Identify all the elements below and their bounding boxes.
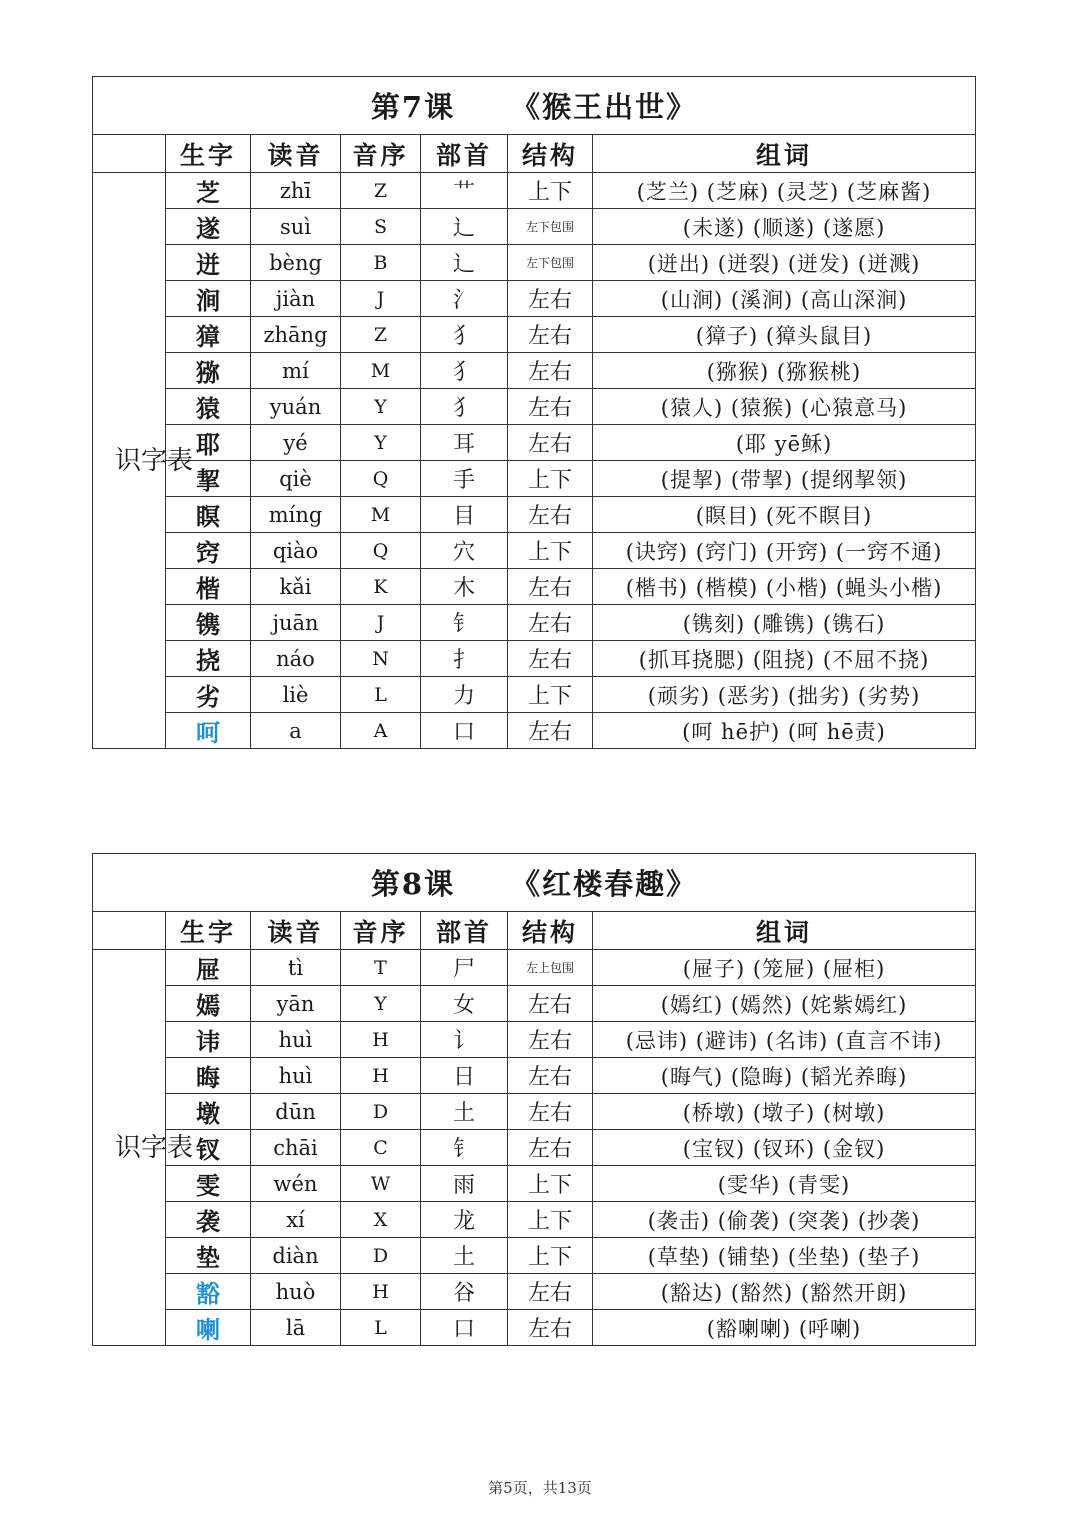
table-row (93, 1202, 976, 1238)
char-cell: 镌 (166, 605, 251, 641)
structure-cell: 左右 (508, 713, 593, 749)
lesson-title-cell (93, 77, 976, 135)
words-cell: (獐子) (獐头鼠目) (593, 317, 976, 353)
table-row (93, 1022, 976, 1058)
pinyin-cell: diàn (251, 1238, 341, 1274)
words-cell: (提挈) (带挈) (提纲挈领) (593, 461, 976, 497)
lesson-8-table (92, 853, 976, 1346)
header-blank (93, 912, 166, 950)
words-cell: (芝兰) (芝麻) (灵芝) (芝麻酱) (593, 173, 976, 209)
radical-cell: 土 (421, 1238, 508, 1274)
radical-cell: 口 (421, 1310, 508, 1346)
radical-cell: 艹 (421, 173, 508, 209)
radical-cell: 讠 (421, 1022, 508, 1058)
table-row (93, 986, 976, 1022)
table-row (93, 950, 976, 986)
order-cell: L (341, 1310, 421, 1346)
table-row (93, 1166, 976, 1202)
order-cell: W (341, 1166, 421, 1202)
header-row (93, 912, 976, 950)
radical-cell: 穴 (421, 533, 508, 569)
radical-cell: 雨 (421, 1166, 508, 1202)
words-cell: (忌讳) (避讳) (名讳) (直言不讳) (593, 1022, 976, 1058)
table-row (93, 317, 976, 353)
header-char: 生字 (166, 135, 251, 173)
pinyin-cell: lā (251, 1310, 341, 1346)
char-cell: 遂 (166, 209, 251, 245)
header-order: 音序 (341, 912, 421, 950)
order-cell: Q (341, 461, 421, 497)
structure-cell: 上下 (508, 173, 593, 209)
table-row (93, 461, 976, 497)
order-cell: Y (341, 986, 421, 1022)
structure-cell: 左右 (508, 986, 593, 1022)
header-structure: 结构 (508, 912, 593, 950)
char-cell: 墩 (166, 1094, 251, 1130)
pinyin-cell: míng (251, 497, 341, 533)
header-words: 组词 (593, 135, 976, 173)
radical-cell: 尸 (421, 950, 508, 986)
char-cell: 涧 (166, 281, 251, 317)
side-label (93, 173, 194, 749)
structure-cell: 左下包围 (508, 245, 593, 281)
words-cell: (桥墩) (墩子) (树墩) (593, 1094, 976, 1130)
structure-cell: 上下 (508, 1166, 593, 1202)
table-row (93, 1238, 976, 1274)
table-row (93, 1310, 976, 1346)
char-cell: 呵 (166, 713, 251, 749)
words-cell: (猕猴) (猕猴桃) (593, 353, 976, 389)
order-cell: Y (341, 425, 421, 461)
radical-cell: 力 (421, 677, 508, 713)
order-cell: J (341, 281, 421, 317)
words-cell: (瞑目) (死不瞑目) (593, 497, 976, 533)
table-row (93, 569, 976, 605)
table-row (93, 1094, 976, 1130)
header-char: 生字 (166, 912, 251, 950)
words-cell: (草垫) (铺垫) (坐垫) (垫子) (593, 1238, 976, 1274)
structure-cell: 上下 (508, 1202, 593, 1238)
radical-cell: 犭 (421, 317, 508, 353)
lesson-number: 第8课 (370, 867, 456, 901)
pinyin-cell: huì (251, 1022, 341, 1058)
pinyin-cell: qiè (251, 461, 341, 497)
radical-cell: 龙 (421, 1202, 508, 1238)
structure-cell: 左右 (508, 641, 593, 677)
order-cell: M (341, 497, 421, 533)
order-cell: D (341, 1094, 421, 1130)
pinyin-cell: xí (251, 1202, 341, 1238)
char-cell: 晦 (166, 1058, 251, 1094)
radical-cell: 辶 (421, 245, 508, 281)
table-row (93, 209, 976, 245)
char-cell: 芝 (166, 173, 251, 209)
order-cell: Q (341, 533, 421, 569)
pinyin-cell: liè (251, 677, 341, 713)
pinyin-cell: dūn (251, 1094, 341, 1130)
order-cell: Z (341, 173, 421, 209)
table-row (93, 281, 976, 317)
pinyin-cell: yān (251, 986, 341, 1022)
header-row (93, 135, 976, 173)
char-cell: 楷 (166, 569, 251, 605)
structure-cell: 左右 (508, 1094, 593, 1130)
words-cell: (山涧) (溪涧) (高山深涧) (593, 281, 976, 317)
structure-cell: 左上包围 (508, 950, 593, 986)
words-cell: (豁喇喇) (呼喇) (593, 1310, 976, 1346)
order-cell: B (341, 245, 421, 281)
pinyin-cell: yé (251, 425, 341, 461)
order-cell: S (341, 209, 421, 245)
words-cell: (顽劣) (恶劣) (拙劣) (劣势) (593, 677, 976, 713)
char-cell: 讳 (166, 1022, 251, 1058)
pinyin-cell: yuán (251, 389, 341, 425)
pinyin-cell: chāi (251, 1130, 341, 1166)
radical-cell: 女 (421, 986, 508, 1022)
pinyin-cell: mí (251, 353, 341, 389)
structure-cell: 左右 (508, 497, 593, 533)
lesson-7-table (92, 76, 976, 749)
structure-cell: 左右 (508, 281, 593, 317)
radical-cell: 土 (421, 1094, 508, 1130)
table-row (93, 641, 976, 677)
lesson-title: 《猴王出世》 (511, 90, 698, 124)
lesson-number: 第7课 (370, 90, 456, 124)
char-cell: 猕 (166, 353, 251, 389)
pinyin-cell: huì (251, 1058, 341, 1094)
header-pinyin: 读音 (251, 135, 341, 173)
header-pinyin: 读音 (251, 912, 341, 950)
char-cell: 屉 (166, 950, 251, 986)
char-cell: 雯 (166, 1166, 251, 1202)
order-cell: T (341, 950, 421, 986)
words-cell: (未遂) (顺遂) (遂愿) (593, 209, 976, 245)
header-radical: 部首 (421, 912, 508, 950)
char-cell: 嫣 (166, 986, 251, 1022)
char-cell: 袭 (166, 1202, 251, 1238)
radical-cell: 扌 (421, 641, 508, 677)
table-row (93, 497, 976, 533)
char-cell: 窍 (166, 533, 251, 569)
header-blank (93, 135, 166, 173)
words-cell: (呵 hē护) (呵 hē责) (593, 713, 976, 749)
structure-cell: 左右 (508, 1022, 593, 1058)
radical-cell: 谷 (421, 1274, 508, 1310)
radical-cell: 耳 (421, 425, 508, 461)
words-cell: (诀窍) (窍门) (开窍) (一窍不通) (593, 533, 976, 569)
table-row (93, 353, 976, 389)
words-cell: (猿人) (猿猴) (心猿意马) (593, 389, 976, 425)
structure-cell: 上下 (508, 1238, 593, 1274)
char-cell: 豁 (166, 1274, 251, 1310)
words-cell: (迸出) (迸裂) (迸发) (迸溅) (593, 245, 976, 281)
header-words: 组词 (593, 912, 976, 950)
radical-cell: 钅 (421, 605, 508, 641)
table-row (93, 425, 976, 461)
table-row (93, 1058, 976, 1094)
radical-cell: 犭 (421, 389, 508, 425)
table-row (93, 1274, 976, 1310)
pinyin-cell: huò (251, 1274, 341, 1310)
char-cell: 劣 (166, 677, 251, 713)
lesson-title-cell (93, 854, 976, 912)
order-cell: C (341, 1130, 421, 1166)
table-row (93, 533, 976, 569)
char-cell: 獐 (166, 317, 251, 353)
words-cell: (雯华) (青雯) (593, 1166, 976, 1202)
table-row (93, 173, 976, 209)
words-cell: (袭击) (偷袭) (突袭) (抄袭) (593, 1202, 976, 1238)
order-cell: K (341, 569, 421, 605)
words-cell: (晦气) (隐晦) (韬光养晦) (593, 1058, 976, 1094)
pinyin-cell: juān (251, 605, 341, 641)
order-cell: M (341, 353, 421, 389)
table-row (93, 245, 976, 281)
char-cell: 垫 (166, 1238, 251, 1274)
order-cell: D (341, 1238, 421, 1274)
order-cell: Z (341, 317, 421, 353)
structure-cell: 左右 (508, 317, 593, 353)
char-cell: 耶 (166, 425, 251, 461)
structure-cell: 上下 (508, 677, 593, 713)
radical-cell: 日 (421, 1058, 508, 1094)
order-cell: H (341, 1022, 421, 1058)
table-row (93, 713, 976, 749)
structure-cell: 左右 (508, 389, 593, 425)
table-row (93, 1130, 976, 1166)
pinyin-cell: tì (251, 950, 341, 986)
structure-cell: 左右 (508, 605, 593, 641)
words-cell: (屉子) (笼屉) (屉柜) (593, 950, 976, 986)
pinyin-cell: suì (251, 209, 341, 245)
pinyin-cell: zhāng (251, 317, 341, 353)
words-cell: (豁达) (豁然) (豁然开朗) (593, 1274, 976, 1310)
structure-cell: 左右 (508, 1058, 593, 1094)
side-label-text: 识字表 (115, 445, 194, 476)
pinyin-cell: qiào (251, 533, 341, 569)
pinyin-cell: náo (251, 641, 341, 677)
pinyin-cell: zhī (251, 173, 341, 209)
words-cell: (嫣红) (嫣然) (姹紫嫣红) (593, 986, 976, 1022)
structure-cell: 左右 (508, 1310, 593, 1346)
pinyin-cell: wén (251, 1166, 341, 1202)
structure-cell: 左右 (508, 425, 593, 461)
header-order: 音序 (341, 135, 421, 173)
structure-cell: 左右 (508, 569, 593, 605)
structure-cell: 左下包围 (508, 209, 593, 245)
words-cell: (宝钗) (钗环) (金钗) (593, 1130, 976, 1166)
char-cell: 迸 (166, 245, 251, 281)
order-cell: A (341, 713, 421, 749)
radical-cell: 犭 (421, 353, 508, 389)
radical-cell: 钅 (421, 1130, 508, 1166)
header-structure: 结构 (508, 135, 593, 173)
side-label-text: 识字表 (115, 1132, 194, 1163)
order-cell: H (341, 1058, 421, 1094)
char-cell: 猿 (166, 389, 251, 425)
table-row (93, 677, 976, 713)
structure-cell: 左右 (508, 353, 593, 389)
structure-cell: 左右 (508, 1130, 593, 1166)
pinyin-cell: kǎi (251, 569, 341, 605)
table-row (93, 605, 976, 641)
lesson-title: 《红楼春趣》 (511, 867, 698, 901)
page-footer: 第5页，共13页 (488, 1479, 592, 1497)
char-cell: 挈 (166, 461, 251, 497)
order-cell: L (341, 677, 421, 713)
pinyin-cell: a (251, 713, 341, 749)
radical-cell: 辶 (421, 209, 508, 245)
words-cell: (耶 yē稣) (593, 425, 976, 461)
table-row (93, 389, 976, 425)
char-cell: 瞑 (166, 497, 251, 533)
radical-cell: 手 (421, 461, 508, 497)
char-cell: 挠 (166, 641, 251, 677)
order-cell: N (341, 641, 421, 677)
char-cell: 喇 (166, 1310, 251, 1346)
words-cell: (楷书) (楷模) (小楷) (蝇头小楷) (593, 569, 976, 605)
header-radical: 部首 (421, 135, 508, 173)
words-cell: (镌刻) (雕镌) (镌石) (593, 605, 976, 641)
pinyin-cell: bèng (251, 245, 341, 281)
order-cell: H (341, 1274, 421, 1310)
structure-cell: 左右 (508, 1274, 593, 1310)
order-cell: Y (341, 389, 421, 425)
structure-cell: 上下 (508, 461, 593, 497)
radical-cell: 目 (421, 497, 508, 533)
side-label (93, 950, 194, 1346)
radical-cell: 氵 (421, 281, 508, 317)
char-cell: 钗 (166, 1130, 251, 1166)
radical-cell: 木 (421, 569, 508, 605)
radical-cell: 口 (421, 713, 508, 749)
structure-cell: 上下 (508, 533, 593, 569)
order-cell: X (341, 1202, 421, 1238)
words-cell: (抓耳挠腮) (阻挠) (不屈不挠) (593, 641, 976, 677)
pinyin-cell: jiàn (251, 281, 341, 317)
order-cell: J (341, 605, 421, 641)
